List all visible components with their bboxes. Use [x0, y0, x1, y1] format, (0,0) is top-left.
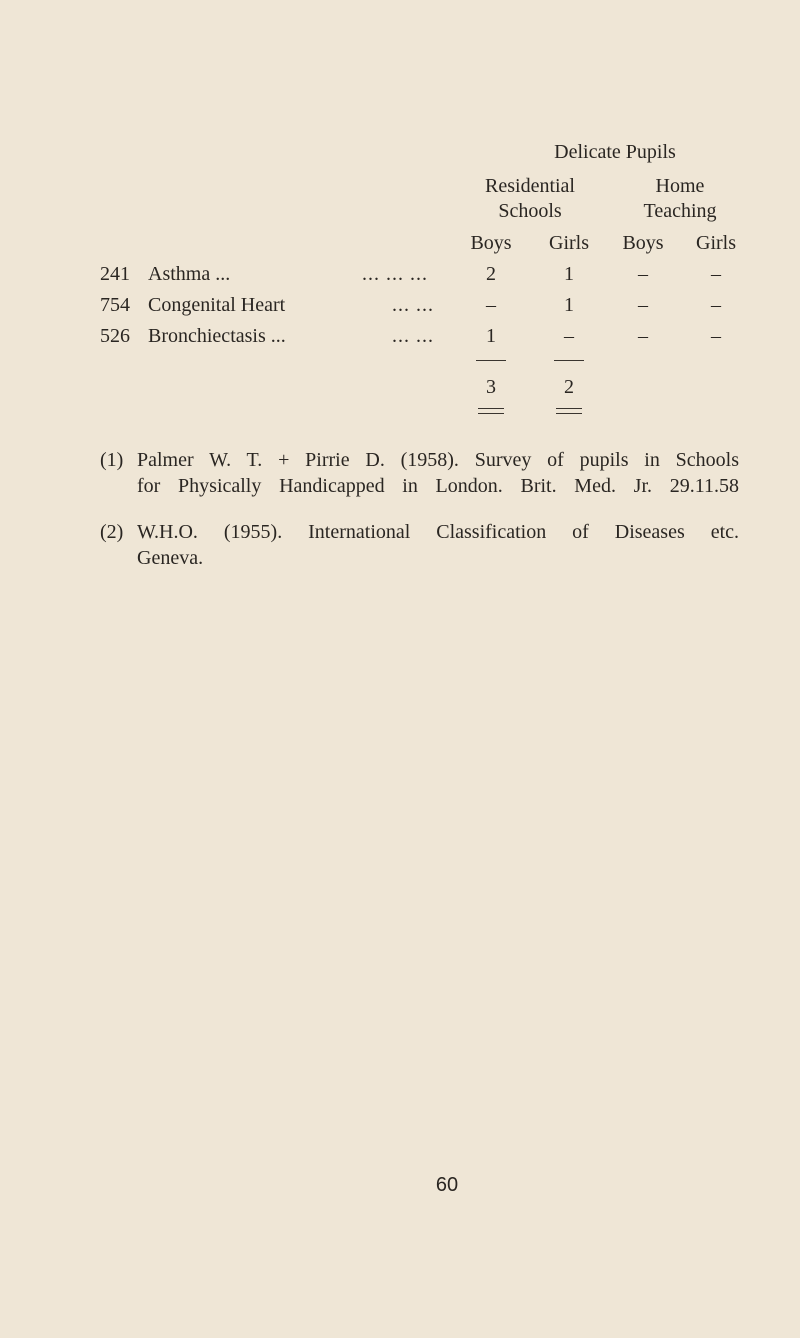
page-number: 60 [435, 1174, 459, 1196]
subgroup-residential-line2: Schools [498, 200, 562, 222]
total-rule-girls [554, 360, 584, 361]
reference-line: Geneva. [137, 547, 204, 569]
group-title: Delicate Pupils [554, 141, 676, 163]
row-value-girls-home: – [711, 263, 721, 285]
column-header-boys-home: Boys [622, 232, 664, 254]
double-rule-boys [478, 408, 504, 414]
row-value-boys-residential: 1 [486, 325, 496, 347]
row-code: 526 [100, 325, 130, 347]
subgroup-home-line1: Home [655, 175, 705, 197]
subgroup-home-line2: Teaching [643, 200, 717, 222]
row-leader-dots: ... ... [392, 325, 434, 347]
reference-line: Palmer W. T. + Pirrie D. (1958). Survey of pupils in Schools [137, 449, 739, 471]
column-header-girls-residential: Girls [549, 232, 589, 254]
row-value-boys-residential: – [486, 294, 496, 316]
reference-2 [100, 519, 739, 571]
reference-line: for Physically Handicapped in London. Brit. Med. Jr. 29.11.58 [137, 475, 739, 497]
subgroup-residential-line1: Residential [485, 175, 575, 197]
row-label: Bronchiectasis ... [148, 325, 286, 347]
row-label: Asthma ... [148, 263, 231, 285]
row-value-girls-home: – [711, 325, 721, 347]
total-boys-residential: 3 [486, 376, 496, 398]
row-label: Congenital Heart [148, 294, 286, 316]
column-header-girls-home: Girls [696, 232, 736, 254]
row-code: 241 [100, 263, 130, 285]
reference-line: W.H.O. (1955). International Classification of Diseases etc. [137, 521, 739, 543]
row-value-boys-residential: 2 [486, 263, 496, 285]
row-value-girls-residential: – [564, 325, 574, 347]
column-header-boys-residential: Boys [470, 232, 512, 254]
reference-number: (1) [100, 449, 124, 471]
reference-1 [100, 447, 739, 499]
reference-number: (2) [100, 521, 124, 543]
row-code: 754 [100, 294, 130, 316]
row-leader-dots: ... ... ... [362, 263, 428, 285]
row-leader-dots: ... ... [392, 294, 434, 316]
double-rule-girls [556, 408, 582, 414]
row-value-boys-home: – [638, 294, 648, 316]
row-value-boys-home: – [638, 325, 648, 347]
row-value-girls-residential: 1 [564, 263, 574, 285]
row-value-girls-residential: 1 [564, 294, 574, 316]
row-value-girls-home: – [711, 294, 721, 316]
total-rule-boys [476, 360, 506, 361]
row-value-boys-home: – [638, 263, 648, 285]
total-girls-residential: 2 [564, 376, 574, 398]
